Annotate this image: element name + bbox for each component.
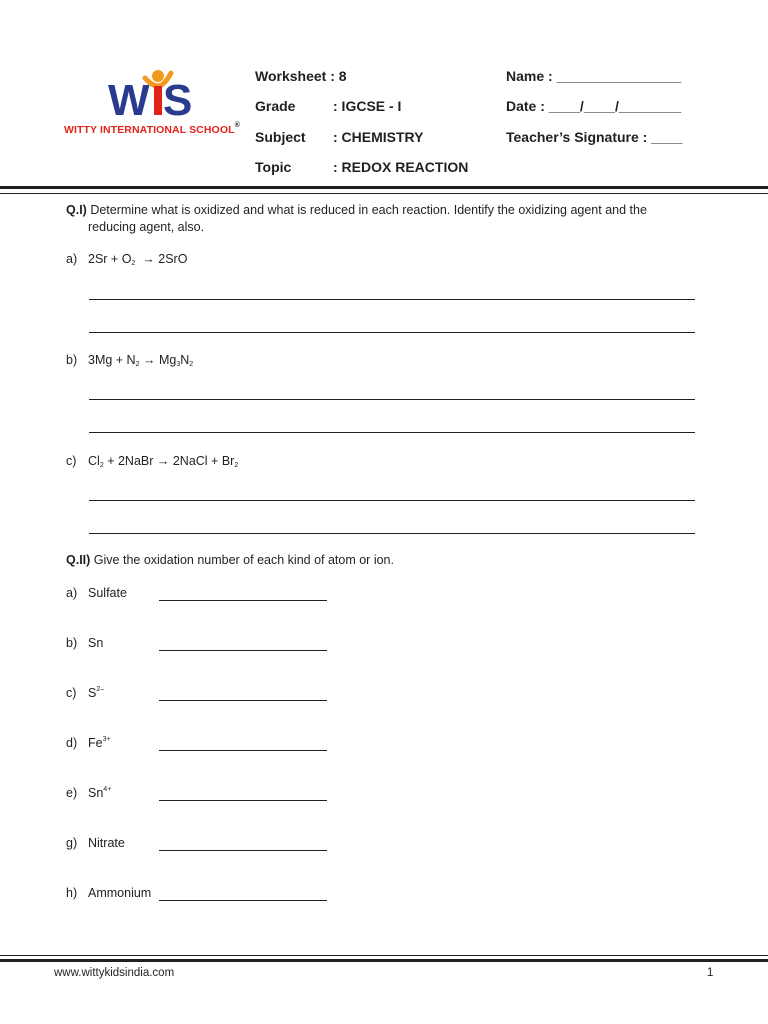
school-name xyxy=(64,124,240,136)
q2-answer-line[interactable] xyxy=(159,600,327,601)
q2-item xyxy=(66,885,152,902)
q1-item-b xyxy=(66,352,194,369)
q2-item-text: Sn xyxy=(88,636,104,650)
q2-answer-line[interactable] xyxy=(159,900,327,901)
q1-number: Q.I) xyxy=(66,203,87,217)
q1-b-answer-line-1[interactable] xyxy=(89,399,695,400)
q1-b-answer-line-2[interactable] xyxy=(89,432,695,433)
logo-letter-w: W xyxy=(108,76,150,125)
footer-rule-thin xyxy=(0,955,768,956)
q2-item xyxy=(66,785,112,802)
logo-figure-body xyxy=(154,86,162,115)
q2-answer-line[interactable] xyxy=(159,750,327,751)
q2-item-text: Nitrate xyxy=(88,836,125,850)
q2-item-label: e) xyxy=(66,786,78,800)
q2-item-label: h) xyxy=(66,886,78,900)
topic-value: : REDOX REACTION xyxy=(333,159,469,175)
q1-text-line2: reducing agent, also. xyxy=(88,220,205,234)
q1-c-answer-line-2[interactable] xyxy=(89,533,695,534)
q2-item xyxy=(66,635,104,652)
q2-prompt xyxy=(66,552,394,569)
q2-number: Q.II) xyxy=(66,553,91,567)
q2-item-charge: 4+ xyxy=(103,786,112,793)
q2-item-text: $Fe^{3+}$ xyxy=(88,736,111,750)
q2-item-text: $Sn^{4+}$ xyxy=(88,786,112,800)
q2-item-label: b) xyxy=(66,636,78,650)
q1-a-answer-line-2[interactable] xyxy=(89,332,695,333)
subject-value: : CHEMISTRY xyxy=(333,129,424,145)
q2-item-charge: 3+ xyxy=(102,736,111,743)
footer-website[interactable]: www.wittykidsindia.com xyxy=(54,967,175,979)
school-name-text: WITTY INTERNATIONAL SCHOOL xyxy=(64,124,235,136)
q2-answer-line[interactable] xyxy=(159,800,327,801)
q1-a-equation: $2Sr + O_2 \to 2SrO$ xyxy=(88,252,188,267)
page-number: 1 xyxy=(707,967,714,979)
q2-text: Give the oxidation number of each kind of atom or ion. xyxy=(93,553,394,567)
q2-item xyxy=(66,685,105,702)
q2-item xyxy=(66,585,127,602)
q1-a-answer-line-1[interactable] xyxy=(89,299,695,300)
grade-value: : IGCSE - I xyxy=(333,98,402,114)
q2-item-label: g) xyxy=(66,836,78,850)
name-field[interactable]: Name : ________________ xyxy=(506,68,682,84)
date-field[interactable]: Date : ____/____/________ xyxy=(506,98,682,114)
worksheet-number: Worksheet : 8 xyxy=(255,68,347,84)
registered-mark: ® xyxy=(234,122,240,129)
q1-text-line1: Determine what is oxidized and what is reduced in each reaction. Identify the oxidizing agent and the xyxy=(90,203,647,217)
q1-prompt xyxy=(66,202,706,236)
q2-item-charge: 2– xyxy=(96,686,105,693)
q1-b-label: b) xyxy=(66,353,78,367)
grade-label: Grade xyxy=(255,98,296,114)
q2-item-text: Sulfate xyxy=(88,586,127,600)
q1-c-answer-line-1[interactable] xyxy=(89,500,695,501)
q2-answer-line[interactable] xyxy=(159,650,327,651)
q1-a-label: a) xyxy=(66,252,78,266)
q2-item-text: $S^{2-}$ xyxy=(88,686,105,700)
footer-rule-thick xyxy=(0,959,768,962)
q1-c-equation: $Cl_2$ + 2NaBr → 2NaCl + $Br_2$ xyxy=(88,454,239,469)
q2-item xyxy=(66,835,125,852)
header-rule-thin xyxy=(0,193,768,194)
q2-item-label: c) xyxy=(66,686,77,700)
q1-item-a xyxy=(66,251,188,268)
topic-label: Topic xyxy=(255,159,292,175)
signature-field[interactable]: Teacher’s Signature : ____ xyxy=(506,129,683,145)
q2-item-label: a) xyxy=(66,586,78,600)
q1-c-label: c) xyxy=(66,454,77,468)
logo-letter-s: S xyxy=(163,76,193,125)
q2-item-text: Ammonium xyxy=(88,886,152,900)
q2-item xyxy=(66,735,111,752)
q2-answer-line[interactable] xyxy=(159,850,327,851)
q1-item-c xyxy=(66,453,239,470)
q1-b-equation: $3Mg + N_2 \to Mg_3N_2$ xyxy=(88,353,194,368)
q2-answer-line[interactable] xyxy=(159,700,327,701)
header-rule-thick xyxy=(0,186,768,189)
q2-item-label: d) xyxy=(66,736,78,750)
subject-label: Subject xyxy=(255,129,306,145)
